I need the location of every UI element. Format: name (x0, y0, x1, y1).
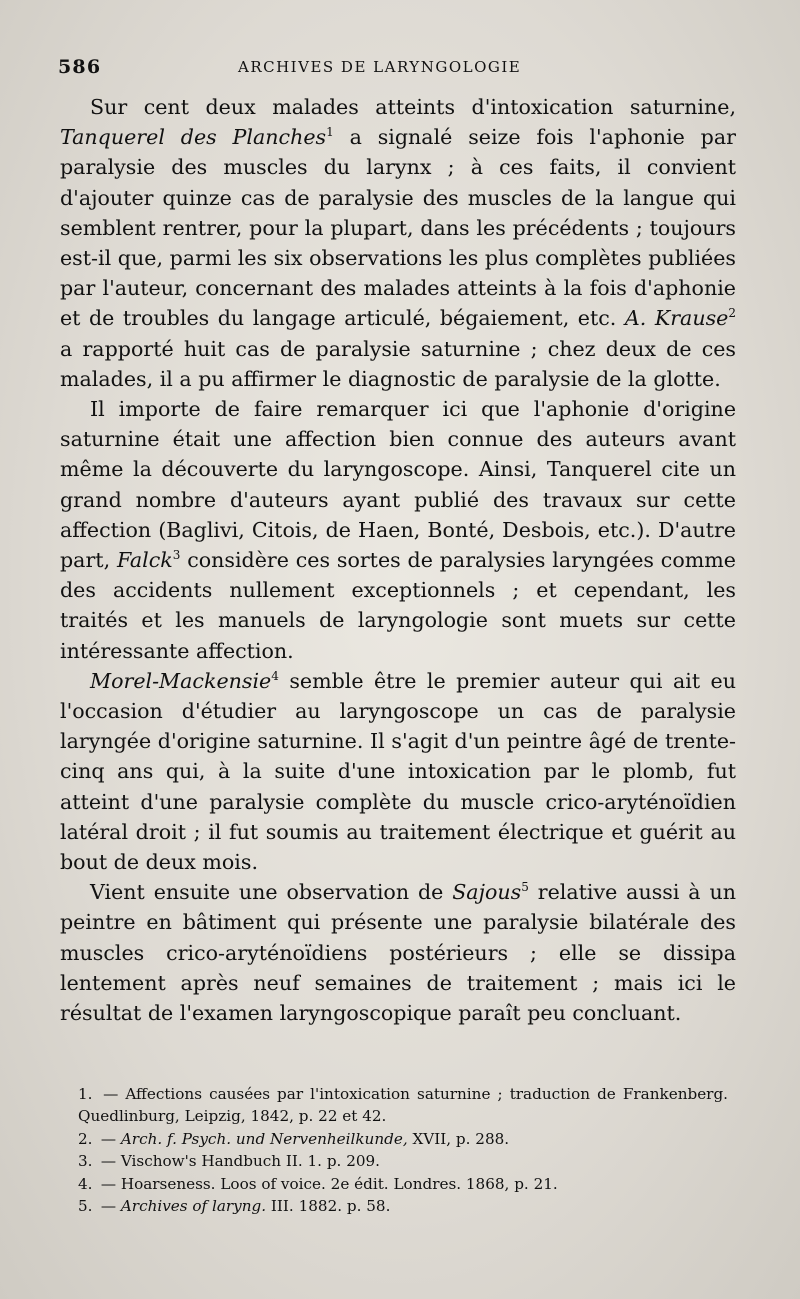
footnote-number: 1. (78, 1085, 93, 1103)
italic-text: Sajous (452, 880, 522, 905)
running-title: ARCHIVES DE LARYNGOLOGIE (238, 58, 522, 76)
footnote-number: 2. (78, 1129, 93, 1148)
text-run: Vient ensuite une observation de (90, 880, 453, 905)
text-run: Sur cent deux malades atteints d'intoxication saturnine, (90, 95, 736, 119)
text-run: — Affections causées par l'intoxication saturnine ; traduction de Frankenberg. Quedlinburg, Leipzig, 1842, p. 22 et 42. (78, 1085, 728, 1126)
text-run: — (100, 1129, 121, 1148)
text-run: a rapporté huit cas de paralysie saturnine ; chez deux de ces malades, il a pu affirmer le diagnostic de paralysie de la glotte. (60, 336, 736, 391)
paragraph (60, 666, 736, 877)
text-run: III. 1882. p. 58. (266, 1197, 391, 1216)
text-run: Il importe de faire remarquer ici que l'aphonie d'origine saturnine était une affection bien connue des auteurs avant même la découverte du laryngoscope. Ainsi, Tanquerel cite un grand nombre d'auteurs ayant publié des travaux sur cette affection (Baglivi, Citois, de Haen, Bonté, Desbois, etc.). D'autre part, (60, 397, 736, 573)
text-run: a signalé seize fois l'aphonie par paralysie des muscles du larynx ; à ces faits, il convient d'ajouter quinze cas de paralysie des muscles de la langue qui semblent rentrer, pour la plupart, dans les précédents ; toujours est-il que, parmi les six observations les plus complètes publiées par l'auteur, concernant des malades atteints à la fois d'aphonie et de troubles du langage articulé, bégaiement, etc. (60, 125, 736, 331)
paragraph (60, 877, 736, 1028)
page-number: 586 (58, 56, 102, 78)
italic-text: Arch. f. Psych. und Nervenheilkunde, (120, 1129, 408, 1148)
italic-text: Morel-Mackensie (90, 668, 272, 693)
page-header (58, 56, 738, 82)
footnote (78, 1128, 728, 1150)
footnote (78, 1173, 728, 1195)
footnote-number: 5. (78, 1197, 93, 1216)
text-run: semble être le premier auteur qui ait eu l'occasion d'étudier au laryngoscope un cas de paralysie laryngée d'origine saturnine. Il s'agit d'un peintre âgé de trente-cinq ans qui, à la suite d'une intoxication par le plomb, fut atteint d'une paralysie complète du muscle crico-aryténoïdien latéral droit ; il fut soumis au traitement électrique et guérit au bout de deux mois. (60, 668, 736, 875)
footnote (78, 1195, 728, 1217)
footnotes (78, 1083, 728, 1217)
text-run: — Vischow's Handbuch II. 1. p. 209. (100, 1152, 381, 1171)
footnote-reference: 2 (728, 306, 736, 321)
text-run: — (100, 1197, 121, 1216)
text-run: relative aussi à un peintre en bâtiment qui présente une paralysie bilatérale des muscles crico-aryténoïdiens postérieurs ; elle se dissipa lentement après neuf semaines de traitement ; mais ici le résultat de l'examen laryngoscopique paraît peu concluant. (60, 880, 736, 1026)
footnote-reference: 1 (326, 125, 334, 140)
body-text (60, 92, 736, 1028)
paragraph (60, 92, 736, 394)
footnote (78, 1150, 728, 1172)
footnote-reference: 3 (172, 548, 181, 563)
text-run: considère ces sortes de paralysies laryngées comme des accidents nullement exceptionnels ; et cependant, les traités et les manuels de laryngologie sont muets sur cette intéressante affection. (60, 548, 736, 663)
footnote-reference: 5 (521, 880, 529, 895)
italic-text: Archives of laryng. (120, 1197, 267, 1216)
footnote-reference: 4 (271, 669, 279, 683)
paragraph (60, 394, 736, 666)
text-run: — Hoarseness. Loos of voice. 2e édit. Londres. 1868, p. 21. (100, 1174, 558, 1193)
italic-text: Tanquerel des Planches (60, 125, 327, 150)
text-run: XVII, p. 288. (407, 1129, 510, 1148)
italic-text: A. Krause (624, 306, 729, 331)
footnote-number: 4. (78, 1174, 93, 1193)
footnote (78, 1083, 728, 1128)
italic-text: Falck (116, 548, 173, 573)
footnote-number: 3. (78, 1152, 93, 1171)
